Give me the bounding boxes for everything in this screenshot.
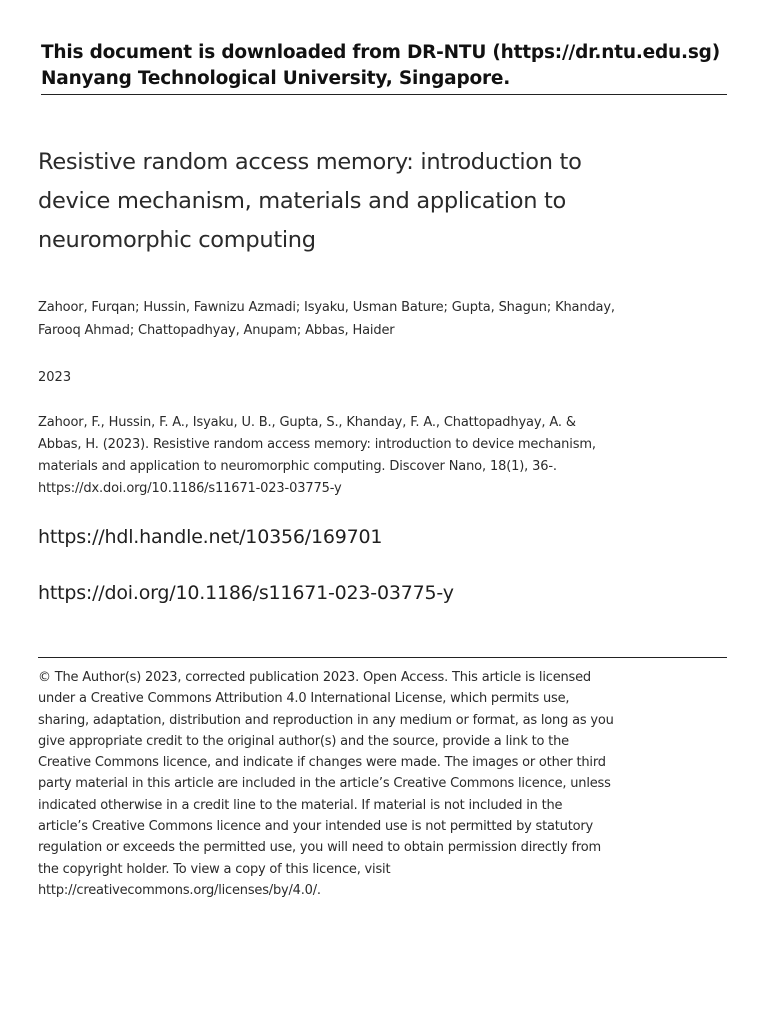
license-url-link[interactable]: http://creativecommons.org/licenses/by/4.0/. xyxy=(38,882,321,898)
doi-link[interactable]: https://doi.org/10.1186/s11671-023-03775-y xyxy=(38,582,454,604)
title-line: neuromorphic computing xyxy=(38,227,316,253)
license-line: Creative Commons licence, and indicate if changes were made. The images or other third xyxy=(38,755,606,771)
repository-download-notice: This document is downloaded from DR-NTU (https://dr.ntu.edu.sg) xyxy=(41,42,720,63)
license-line: article’s Creative Commons licence and your intended use is not permitted by statutory xyxy=(38,819,594,835)
license-line: sharing, adaptation, distribution and reproduction in any medium or format, as long as you xyxy=(38,712,614,728)
title-line: device mechanism, materials and application to xyxy=(38,188,567,214)
article-authors xyxy=(38,296,678,342)
citation-block xyxy=(38,412,658,500)
license-statement xyxy=(38,667,638,901)
authors-line: Zahoor, Furqan; Hussin, Fawnizu Azmadi; Isyaku, Usman Bature; Gupta, Shagun; Khanday, xyxy=(38,300,615,315)
citation-line: Abbas, H. (2023). Resistive random access memory: introduction to device mechanism, xyxy=(38,437,596,452)
license-line: party material in this article are included in the article’s Creative Commons licence, unless xyxy=(38,776,611,792)
repository-header xyxy=(41,40,727,95)
citation-line: materials and application to neuromorphic computing. Discover Nano, 18(1), 36-. xyxy=(38,459,557,474)
title-line: Resistive random access memory: introduction to xyxy=(38,149,582,175)
article-title xyxy=(38,143,678,260)
citation-line: Zahoor, F., Hussin, F. A., Isyaku, U. B., Gupta, S., Khanday, F. A., Chattopadhyay, A. & xyxy=(38,415,576,430)
section-divider xyxy=(38,657,727,658)
citation-doi-link[interactable]: https://dx.doi.org/10.1186/s11671-023-03775-y xyxy=(38,481,342,496)
authors-line: Farooq Ahmad; Chattopadhyay, Anupam; Abbas, Haider xyxy=(38,323,395,338)
publication-year: 2023 xyxy=(38,370,72,385)
handle-link[interactable]: https://hdl.handle.net/10356/169701 xyxy=(38,526,383,548)
license-line: regulation or exceeds the permitted use, you will need to obtain permission directly from xyxy=(38,840,601,856)
license-line: give appropriate credit to the original author(s) and the source, provide a link to the xyxy=(38,733,569,749)
license-line: © The Author(s) 2023, corrected publication 2023. Open Access. This article is licensed xyxy=(38,670,591,685)
license-line: under a Creative Commons Attribution 4.0 International License, which permits use, xyxy=(38,691,570,707)
license-line: the copyright holder. To view a copy of this licence, visit xyxy=(38,861,391,877)
license-line: indicated otherwise in a credit line to the material. If material is not included in the xyxy=(38,797,563,813)
repository-institution: Nanyang Technological University, Singapore. xyxy=(41,68,511,89)
